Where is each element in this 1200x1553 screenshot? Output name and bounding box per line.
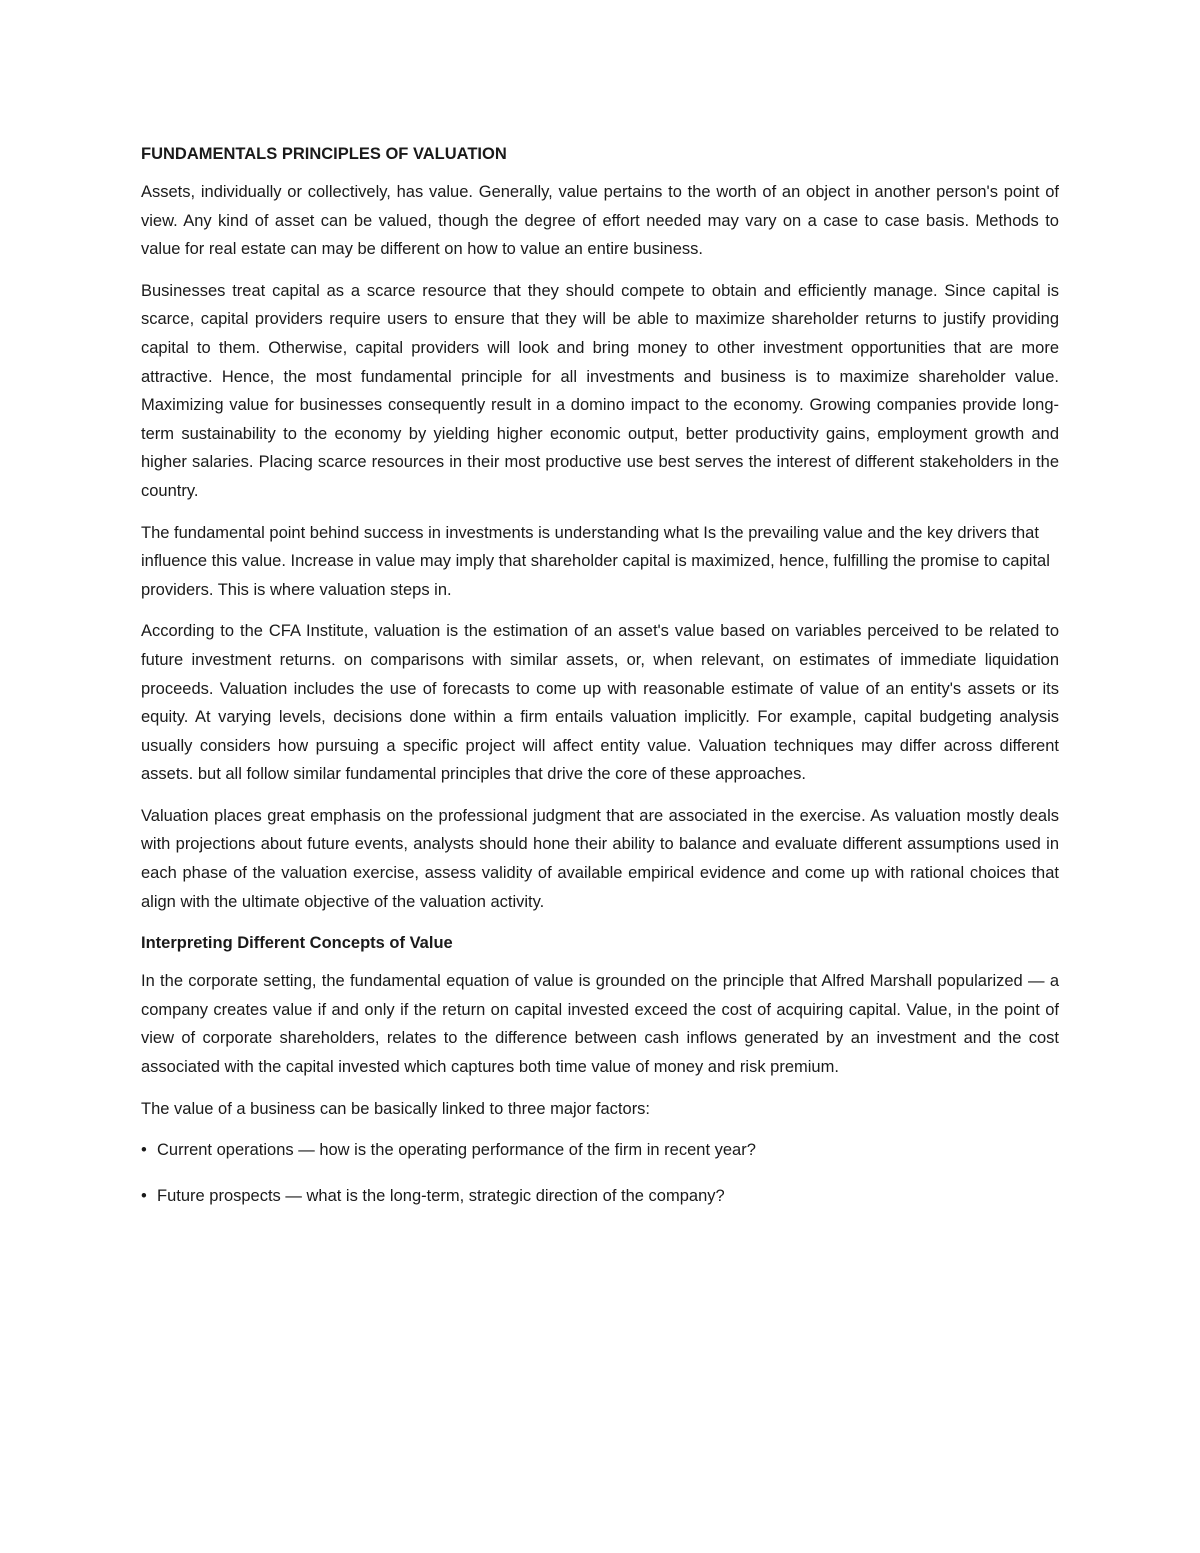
- bullet-item: [141, 1182, 1059, 1211]
- paragraph-assets-value: Assets, individually or collectively, has value. Generally, value pertains to the worth of an object in another person's point of view. Any kind of asset can be valued, though the degree of effort needed may vary on a case to case basis. Methods to value for real estate can may be different on how to value an entire business.: [141, 183, 1059, 259]
- section-heading-concepts: Interpreting Different Concepts of Value: [141, 934, 453, 953]
- paragraph-cfa-definition: According to the CFA Institute, valuation is the estimation of an asset's value based on variables perceived to be related to future investment returns. on comparisons with similar assets, or, when relevant, on estimates of immediate liquidation proceeds. Valuation includes the use of forecasts to come up with reasonable estimate of value of an entity's assets or its equity. At varying levels, decisions done within a firm entails valuation implicitly. For example, capital budgeting analysis usually considers how pursuing a specific project will affect entity value. Valuation techniques may differ across different assets. but all follow similar fundamental principles that drive the core of these approaches.: [141, 622, 1059, 784]
- bullet-symbol: •: [141, 1141, 147, 1160]
- document-page: [141, 140, 1059, 1227]
- paragraph-corporate-setting: In the corporate setting, the fundamental equation of value is grounded on the principle that Alfred Marshall popularized — a company creates value if and only if the return on capital invested exceed the cost of acquiring capital. Value, in the point of view of corporate shareholders, relates to the difference between cash inflows generated by an investment and the cost associated with the capital invested which captures both time value of money and risk premium.: [141, 972, 1059, 1077]
- bullet-text-current-operations: Current operations — how is the operating performance of the firm in recent year?: [157, 1141, 756, 1160]
- bullet-item: [141, 1136, 1059, 1165]
- document-title: FUNDAMENTALS PRINCIPLES OF VALUATION: [141, 145, 507, 163]
- paragraph-capital-scarce: Businesses treat capital as a scarce resource that they should compete to obtain and efficiently manage. Since capital is scarce, capital providers require users to ensure that they will be able to maximize shareholder returns to justify providing capital to them. Otherwise, capital providers will look and bring money to other investment opportunities that are more attractive. Hence, the most fundamental principle for all investments and business is to maximize shareholder value. Maximizing value for businesses consequently result in a domino impact to the economy. Growing companies provide long-term sustainability to the economy by yielding higher economic output, better productivity gains, employment growth and higher salaries. Placing scarce resources in their most productive use best serves the interest of different stakeholders in the country.: [141, 281, 1059, 500]
- bullet-text-future-prospects: Future prospects — what is the long-term, strategic direction of the company?: [157, 1186, 725, 1205]
- paragraph-professional-judgment: Valuation places great emphasis on the professional judgment that are associated in the exercise. As valuation mostly deals with projections about future events, analysts should hone their ability to balance and evaluate different assumptions used in each phase of the valuation exercise, assess validity of available empirical evidence and come up with rational choices that align with the ultimate objective of the valuation activity.: [141, 806, 1059, 911]
- paragraph-three-factors: The value of a business can be basically linked to three major factors:: [141, 1099, 651, 1118]
- paragraph-success-investments: The fundamental point behind success in investments is understanding what Is the prevailing value and the key drivers that influence this value. Increase in value may imply that shareholder capital is maximized, hence, fulfilling the promise to capital providers. This is where valuation steps in.: [141, 523, 1050, 599]
- bullet-symbol: •: [141, 1186, 147, 1205]
